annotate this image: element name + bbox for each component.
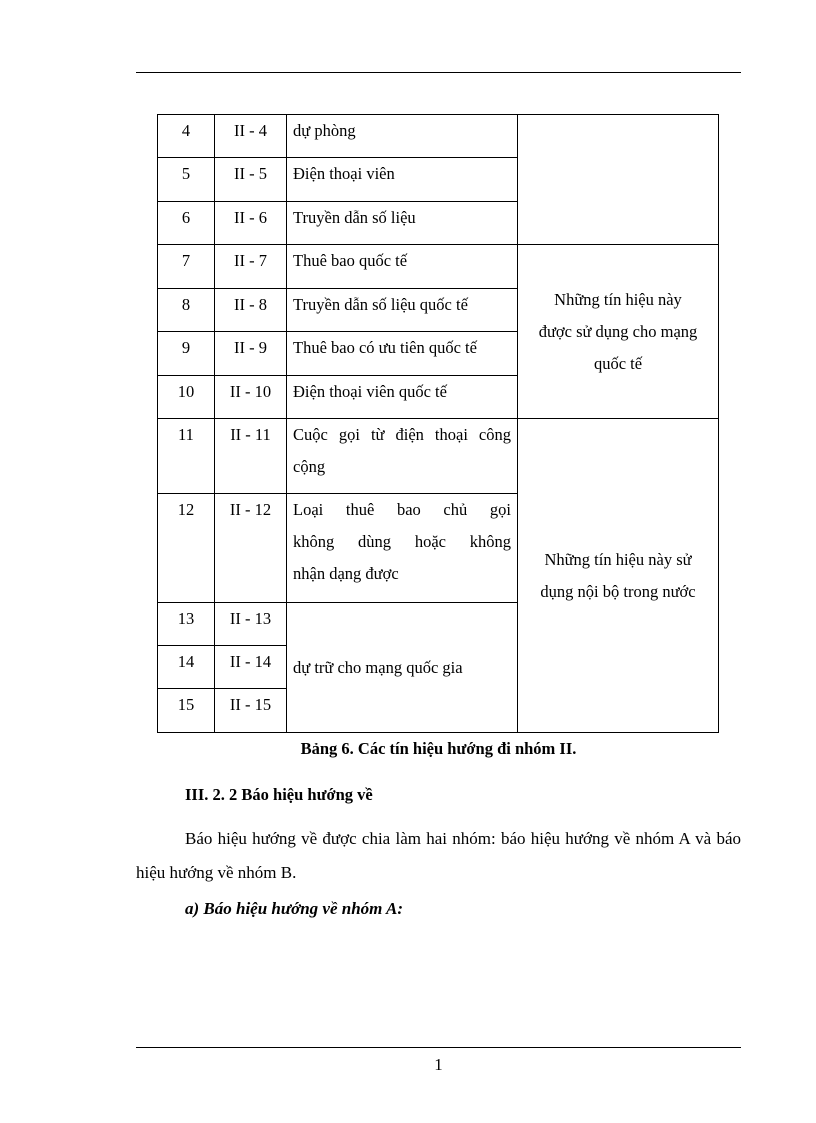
signal-description: Thuê bao quốc tế (287, 245, 518, 289)
row-number: 15 (158, 689, 215, 733)
signal-description: Thuê bao có ưu tiên quốc tế (287, 332, 518, 376)
signal-description: Truyền dẫn số liệu (287, 202, 518, 245)
note-line: Những tín hiệu này (554, 289, 682, 309)
row-number: 13 (158, 603, 215, 646)
row-number: 12 (158, 494, 215, 603)
footer-rule (136, 1047, 741, 1048)
signal-code: II - 7 (215, 245, 287, 289)
signal-description (287, 494, 518, 603)
row-number: 14 (158, 646, 215, 689)
signal-code: II - 13 (215, 603, 287, 646)
signal-description-merged: dự trữ cho mạng quốc gia (287, 603, 518, 733)
signal-code: II - 5 (215, 158, 287, 202)
body-paragraph: Báo hiệu hướng về được chia làm hai nhóm: báo hiệu hướng về nhóm A và báo hiệu hướng về nhóm B. (136, 829, 741, 882)
signal-code: II - 9 (215, 332, 287, 376)
section-heading: III. 2. 2 Báo hiệu hướng về (185, 785, 373, 804)
page-number: 1 (434, 1055, 443, 1074)
table-row (158, 419, 719, 494)
note-international (518, 245, 719, 419)
row-number: 8 (158, 289, 215, 332)
note-line: Những tín hiệu này sử (544, 549, 692, 569)
table-caption: Bảng 6. Các tín hiệu hướng đi nhóm II. (300, 739, 577, 758)
table-row (158, 245, 719, 289)
signal-code: II - 8 (215, 289, 287, 332)
note-domestic (518, 419, 719, 733)
subsection-heading: a) Báo hiệu hướng về nhóm A: (185, 899, 403, 918)
description-line: Cuộc gọi từ điện thoại công (293, 425, 511, 444)
row-number: 9 (158, 332, 215, 376)
description-line: nhận dạng được (293, 564, 399, 583)
signal-code: II - 11 (215, 419, 287, 494)
description-line: Loại thuê bao chủ gọi (293, 500, 511, 519)
note-line: được sử dụng cho mạng (538, 321, 698, 341)
signal-code: II - 15 (215, 689, 287, 733)
signal-description: dự phòng (287, 115, 518, 158)
signal-code: II - 10 (215, 376, 287, 419)
signal-code: II - 4 (215, 115, 287, 158)
row-number: 5 (158, 158, 215, 202)
row-number: 6 (158, 202, 215, 245)
signal-description (287, 419, 518, 494)
signal-code: II - 14 (215, 646, 287, 689)
row-number: 4 (158, 115, 215, 158)
table-row (158, 115, 719, 158)
signal-code: II - 6 (215, 202, 287, 245)
signals-table (157, 114, 719, 733)
note-line: dụng nội bộ trong nước (540, 581, 696, 601)
header-rule (136, 72, 741, 73)
note-cell-empty (518, 115, 719, 245)
row-number: 10 (158, 376, 215, 419)
signal-code: II - 12 (215, 494, 287, 603)
signal-description: Truyền dẫn số liệu quốc tế (287, 289, 518, 332)
row-number: 11 (158, 419, 215, 494)
description-line: không dùng hoặc không (293, 532, 511, 551)
signal-description: Điện thoại viên quốc tế (287, 376, 518, 419)
note-line: quốc tế (593, 353, 643, 373)
signal-description: Điện thoại viên (287, 158, 518, 202)
row-number: 7 (158, 245, 215, 289)
description-line: cộng (293, 457, 326, 476)
